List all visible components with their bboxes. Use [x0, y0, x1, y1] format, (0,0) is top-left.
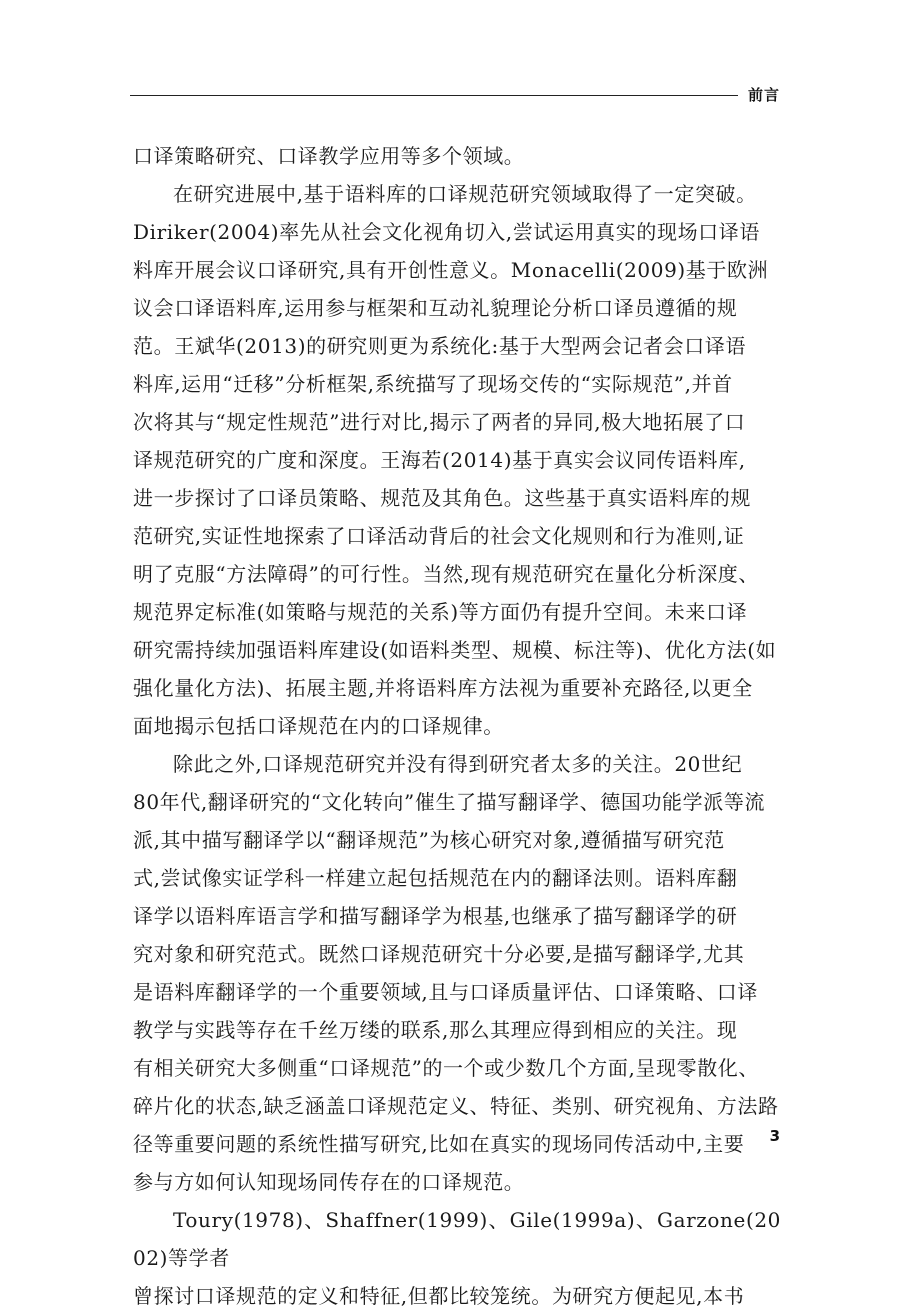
section-title: 前言 — [747, 86, 780, 104]
page-number: 3 — [769, 1127, 780, 1145]
header-rule — [130, 95, 738, 96]
paragraph: Toury(1978)、Shaffner(1999)、Gile(1999a)、Garzone(2002)等学者 曾探讨口译规范的定义和特征,但都比较笼统。为研究方便起见,本书 — [133, 1208, 781, 1308]
running-header — [130, 80, 780, 110]
paragraph: 在研究进展中,基于语料库的口译规范研究领域取得了一定突破。 Diriker(2004)率先从社会文化视角切入,尝试运用真实的现场口译语 料库开展会议口译研究,具有开创性意义。Monacelli(2009)基于欧洲 议会口译语料库,运用参与框架和互动礼貌理论分析口译员遵循的规 范。王斌华(2013)的研究则更为系统化:基于大型两会记者会口译语 料库,运用“迁移”分析框架,系统描写了现场交传的“实际规范”,并首 次将其与“规定性规范”进行对比,揭示了两者的异同,极大地拓展了口 译规范研究的广度和深度。王海若(2014)基于真实会议同传语料库, 进一步探讨了口译员策略、规范及其角色。这些基于真实语料库的规 范研究,实证性地探索了口译活动背后的社会文化规则和行为准则,证 明了克服“方法障碍”的可行性。当然,现有规范研究在量化分析深度、 规范界定标准(如策略与规范的关系)等方面仍有提升空间。未来口译 研究需持续加强语料库建设(如语料类型、规模、标注等)、优化方法(如 强化量化方法)、拓展主题,并将语料库方法视为重要补充路径,以更全 面地揭示包括口译规范在内的口译规律。 — [133, 182, 777, 738]
body-text — [133, 137, 781, 1315]
paragraph: 除此之外,口译规范研究并没有得到研究者太多的关注。20世纪 80年代,翻译研究的“文化转向”催生了描写翻译学、德国功能学派等流 派,其中描写翻译学以“翻译规范”为核心研究对象,遵循描写研究范 式,尝试像实证学科一样建立起包括规范在内的翻译法则。语料库翻 译学以语料库语言学和描写翻译学为根基,也继承了描写翻译学的研 究对象和研究范式。既然口译规范研究十分必要,是描写翻译学,尤其 是语料库翻译学的一个重要领域,且与口译质量评估、口译策略、口译 教学与实践等存在千丝万缕的联系,那么其理应得到相应的关注。现 有相关研究大多侧重“口译规范”的一个或少数几个方面,呈现零散化、 碎片化的状态,缺乏涵盖口译规范定义、特征、类别、研究视角、方法路 径等重要问题的系统性描写研究,比如在真实的现场同传活动中,主要 参与方如何认知现场同传存在的口译规范。 — [133, 752, 779, 1194]
paragraph: 口译策略研究、口译教学应用等多个领域。 — [133, 144, 525, 168]
